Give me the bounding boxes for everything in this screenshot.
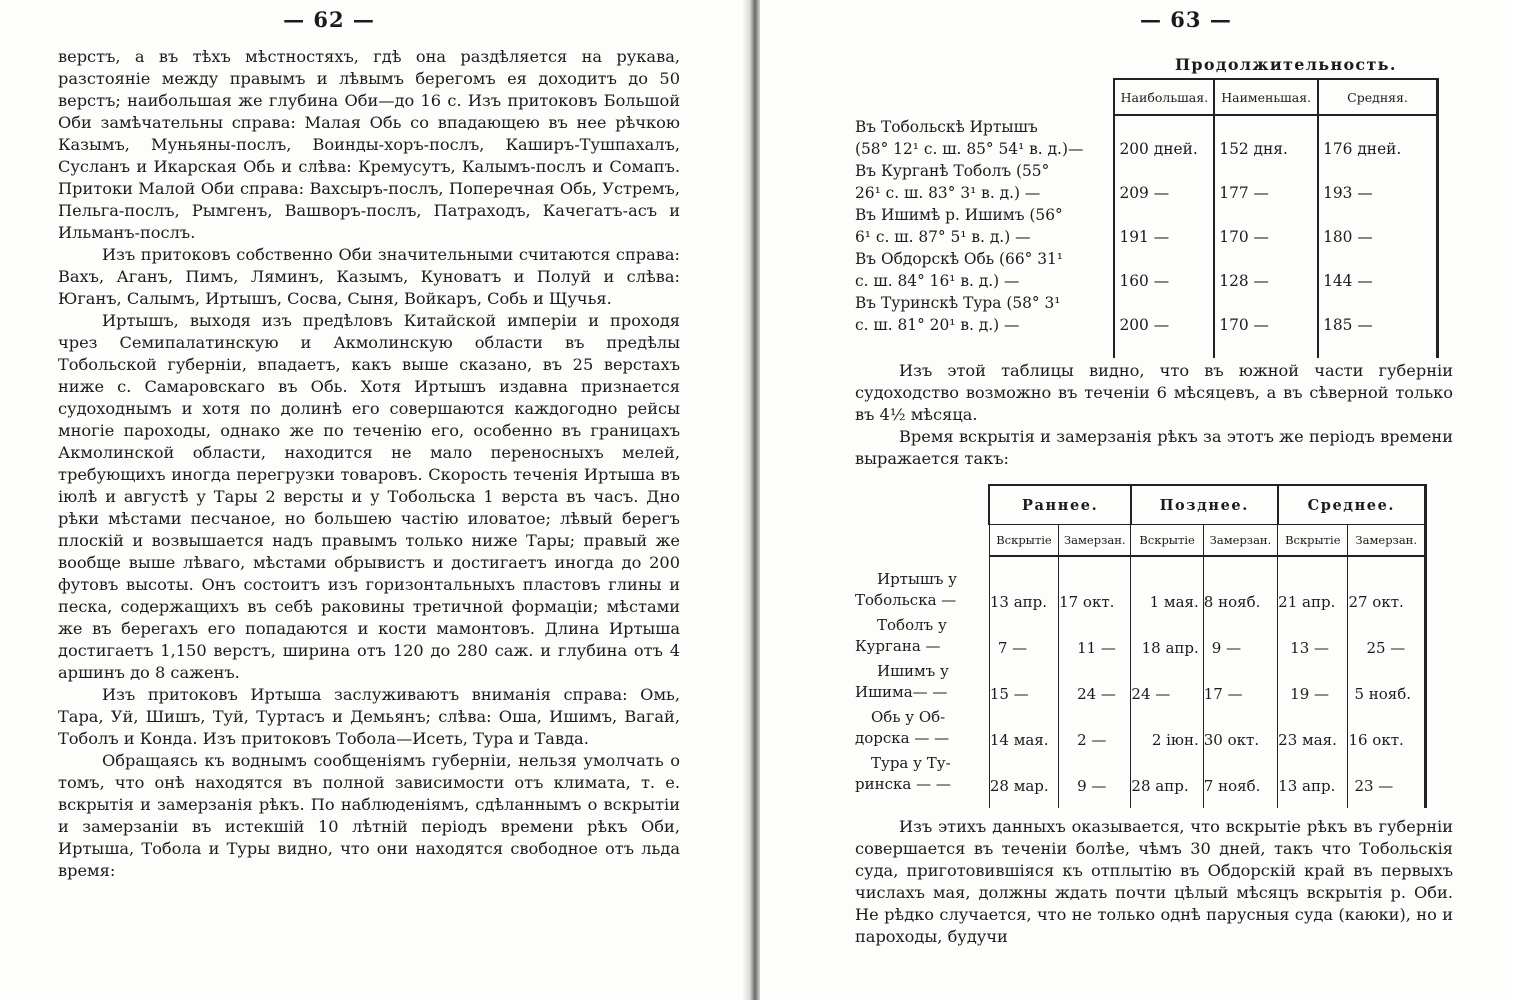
duration-value: 193 — [1318, 182, 1437, 204]
duration-table [855, 78, 1439, 358]
duration-col-header: Средняя. [1318, 79, 1437, 115]
freeze-value: 23 — [1348, 750, 1426, 796]
paragraph: Изъ притоковъ собственно Оби значительными считаются справа: Вахъ, Аганъ, Пимъ, Ляминъ, Казымъ, Куноватъ и Полуй и слѣва: Юганъ, Салымъ, Иртышъ, Сосва, Сыня, Войкаръ, Собь и Щучья. [58, 245, 680, 308]
row-location-line: Въ Курганѣ Тоболъ (55° [855, 162, 1050, 180]
freeze-value: 15 — [989, 658, 1058, 704]
freeze-value: 28 апр. [1131, 750, 1203, 796]
freeze-value: 14 мая. [989, 704, 1058, 750]
paragraph: верстъ, а въ тѣхъ мѣстностяхъ, гдѣ она раздѣляется на рукава, разстояніе между правымъ и лѣвымъ берегомъ ея доходитъ до 50 верстъ; наибольшая же глубина Оби—до 16 с. Изъ притоковъ Большой Оби замѣчательны справа: Малая Обь со впадающею въ нее рѣчкою Казымъ, Муньяны-послъ, Воинды-хоръ-послъ, Каширъ-Тушпахалъ, Сусланъ и Икарская Обь и слѣва: Кремусутъ, Калымъ-послъ и Сомапъ. Притоки Малой Оби справа: Вахсыръ-послъ, Поперечная Обь, Устремъ, Пельга-послъ, Рымгенъ, Вашворъ-послъ, Патраходъ, Качегатъ-асъ и Ильманъ-послъ. [58, 47, 680, 242]
freeze-value: 5 нояб. [1348, 658, 1426, 704]
freeze-value: 23 мая. [1278, 704, 1348, 750]
freeze-value: 7 — [989, 612, 1058, 658]
duration-value: 191 — [1114, 226, 1214, 248]
duration-value: 200 — [1114, 314, 1214, 336]
duration-value: 185 — [1318, 314, 1437, 336]
freeze-value: 7 нояб. [1203, 750, 1277, 796]
freeze-value: 9 — [1203, 612, 1277, 658]
table-row [855, 292, 1438, 314]
row-location-line: с. ш. 81° 20¹ в. д.) — [855, 316, 1020, 334]
table-row [855, 750, 1426, 796]
left-page-number: — 62 — [283, 7, 375, 32]
freeze-subcol-header: Вскрытіе [989, 525, 1058, 557]
row-location-line: (58° 12¹ с. ш. 85° 54¹ в. д.)— [855, 140, 1084, 158]
table-row [855, 270, 1438, 292]
duration-value: 209 — [1114, 182, 1214, 204]
freeze-group-header: Позднее. [1131, 485, 1278, 525]
row-location-line: Въ Обдорскѣ Обь (66° 31¹ [855, 250, 1063, 268]
freeze-value: 28 мар. [989, 750, 1058, 796]
duration-value: 144 — [1318, 270, 1437, 292]
freeze-value: 27 окт. [1348, 566, 1426, 612]
freeze-value: 16 окт. [1348, 704, 1426, 750]
freeze-value: 8 нояб. [1203, 566, 1277, 612]
freeze-subcol-header: Замерзан. [1348, 525, 1426, 557]
duration-value: 170 — [1214, 314, 1318, 336]
freeze-value: 17 окт. [1059, 566, 1131, 612]
row-location-line: Кургана — [855, 637, 941, 655]
table-row [855, 182, 1438, 204]
paragraph: Изъ этихъ данныхъ оказывается, что вскрытіе рѣкъ въ губерніи совершается въ теченіи болѣе, чѣмъ 30 дней, такъ что Тобольскія суда, приготовившіяся къ отплытію въ Обдорскій край въ первыхъ числахъ мая, должны ждать почти цѣлый мѣсяцъ вскрытія р. Оби. Не рѣдко случается, что не только однѣ парусныя суда (каюки), но и пароходы, будучи [855, 817, 1453, 946]
freeze-value: 17 — [1203, 658, 1277, 704]
freeze-subcol-header: Вскрытіе [1131, 525, 1203, 557]
freeze-value: 18 апр. [1131, 612, 1203, 658]
freeze-value: 25 — [1348, 612, 1426, 658]
paragraph: Время вскрытія и замерзанія рѣкъ за этотъ же періодъ времени выражается такъ: [855, 427, 1453, 468]
row-location-line: Тура у Ту- [871, 754, 951, 772]
freeze-value: 19 — [1278, 658, 1348, 704]
freeze-value: 1 мая. [1131, 566, 1203, 612]
duration-value: 128 — [1214, 270, 1318, 292]
left-page-body [58, 46, 680, 882]
row-location-line: Въ Туринскѣ Тура (58° 3¹ [855, 294, 1061, 312]
table-row [855, 115, 1438, 138]
right-page [760, 0, 1513, 1000]
duration-value: 180 — [1318, 226, 1437, 248]
row-location-line: Обь у Об- [871, 708, 946, 726]
table-row [855, 314, 1438, 336]
right-page-text-1 [855, 360, 1453, 470]
paragraph: Изъ этой таблицы видно, что въ южной части губерніи судоходство возможно въ теченіи 6 мѣсяцевъ, а въ сѣверной только въ 4½ мѣсяца. [855, 361, 1453, 424]
freeze-group-header: Раннее. [989, 485, 1131, 525]
freeze-value: 9 — [1059, 750, 1131, 796]
row-location-line: 6¹ с. ш. 87° 5¹ в. д.) — [855, 228, 1031, 246]
duration-value: 170 — [1214, 226, 1318, 248]
table-row [855, 566, 1426, 612]
freeze-value: 30 окт. [1203, 704, 1277, 750]
left-page [0, 0, 750, 1000]
table-row [855, 248, 1438, 270]
duration-table-title: Продолжительность. [1175, 55, 1397, 74]
freeze-value: 13 апр. [1278, 750, 1348, 796]
duration-col-header: Наименьшая. [1214, 79, 1318, 115]
row-location-line: Иртышъ у [877, 570, 958, 588]
row-location-line: Въ Ишимѣ р. Ишимъ (56° [855, 206, 1063, 224]
freeze-group-header: Среднее. [1278, 485, 1426, 525]
duration-value: 160 — [1114, 270, 1214, 292]
freeze-value: 2 — [1059, 704, 1131, 750]
freeze-subcol-header: Замерзан. [1059, 525, 1131, 557]
row-location-line: Тоболъ у [877, 616, 947, 634]
row-location-line: Ишима— — [855, 683, 948, 701]
row-location-line: дорска — — [855, 729, 950, 747]
table-row [855, 658, 1426, 704]
table-row [855, 226, 1438, 248]
freeze-value: 21 апр. [1278, 566, 1348, 612]
table-row [855, 160, 1438, 182]
right-page-number: — 63 — [1140, 7, 1232, 32]
duration-value: 176 дней. [1318, 138, 1437, 160]
freeze-subcol-header: Замерзан. [1203, 525, 1277, 557]
freeze-value: 2 іюн. [1131, 704, 1203, 750]
freeze-value: 13 — [1278, 612, 1348, 658]
right-page-text-2 [855, 816, 1453, 948]
table-row [855, 138, 1438, 160]
freeze-table [855, 484, 1427, 808]
freeze-value: 24 — [1131, 658, 1203, 704]
duration-col-header: Наибольшая. [1114, 79, 1214, 115]
row-location-line: 26¹ с. ш. 83° 3¹ в. д.) — [855, 184, 1041, 202]
row-location-line: Въ Тобольскѣ Иртышъ [855, 117, 1038, 136]
duration-value: 200 дней. [1114, 138, 1214, 160]
table-row [855, 612, 1426, 658]
freeze-value: 13 апр. [989, 566, 1058, 612]
row-location-line: с. ш. 84° 16¹ в. д.) — [855, 272, 1020, 290]
freeze-subcol-header: Вскрытіе [1278, 525, 1348, 557]
freeze-value: 11 — [1059, 612, 1131, 658]
duration-value: 152 дня. [1214, 138, 1318, 160]
freeze-value: 24 — [1059, 658, 1131, 704]
paragraph: Обращаясь къ воднымъ сообщеніямъ губерніи, нельзя умолчать о томъ, что онѣ находятся въ полной зависимости отъ климата, т. е. вскрытія и замерзанія рѣкъ. По наблюденіямъ, сдѣланнымъ о вскрытіи и замерзаніи въ истекшій 10 лѣтній періодъ времени рѣкъ Оби, Иртыша, Тобола и Туры видно, что они находятся свободное отъ льда время: [58, 751, 680, 880]
table-row [855, 204, 1438, 226]
table-row [855, 704, 1426, 750]
row-location-line: Тобольска — [855, 591, 957, 609]
duration-value: 177 — [1214, 182, 1318, 204]
row-location-line: ринска — — [855, 775, 951, 793]
row-location-line: Ишимъ у [877, 662, 949, 680]
paragraph: Иртышъ, выходя изъ предѣловъ Китайской имперіи и проходя чрез Семипалатинскую и Акмолинскую области въ предѣлы Тобольской губерніи, впадаетъ, какъ выше сказано, въ 25 верстахъ ниже с. Самаровскаго въ Обь. Хотя Иртышъ издавна признается судоходнымъ и хотя по долинѣ его совершаются каждогодно рейсы многіе пароходы, однако же по теченію его, особенно въ границахъ Акмолинской области, находится не мало переносныхъ мелей, требующихъ иногда перегрузки товаровъ. Скорость теченія Иртыша въ іюлѣ и августѣ у Тары 2 версты и у Тобольска 1 верста въ часъ. Дно рѣки мѣстами песчаное, но большею частію иловатое; лѣвый берегъ плоскій и возвышается надъ правымъ только ниже Тары; правый же вообще выше лѣваго, мѣстами обрывистъ и достигаетъ иногда до 200 футовъ высоты. Онъ состоитъ изъ горизонтальныхъ пластовъ глины и песка, содержащихъ въ себѣ раковины третичной формаціи; мѣстами же въ берегахъ его попадаются и кости мамонтовъ. Длина Иртыша достигаетъ 1,150 верстъ, ширина отъ 120 до 280 саж. и глубина отъ 4 аршинъ до 8 саженъ. [58, 311, 680, 682]
paragraph: Изъ притоковъ Иртыша заслуживаютъ вниманія справа: Омь, Тара, Уй, Шишъ, Туй, Туртасъ и Демьянъ; слѣва: Оша, Ишимъ, Вагай, Тоболъ и Конда. Изъ притоковъ Тобола—Исеть, Тура и Тавда. [58, 685, 680, 748]
